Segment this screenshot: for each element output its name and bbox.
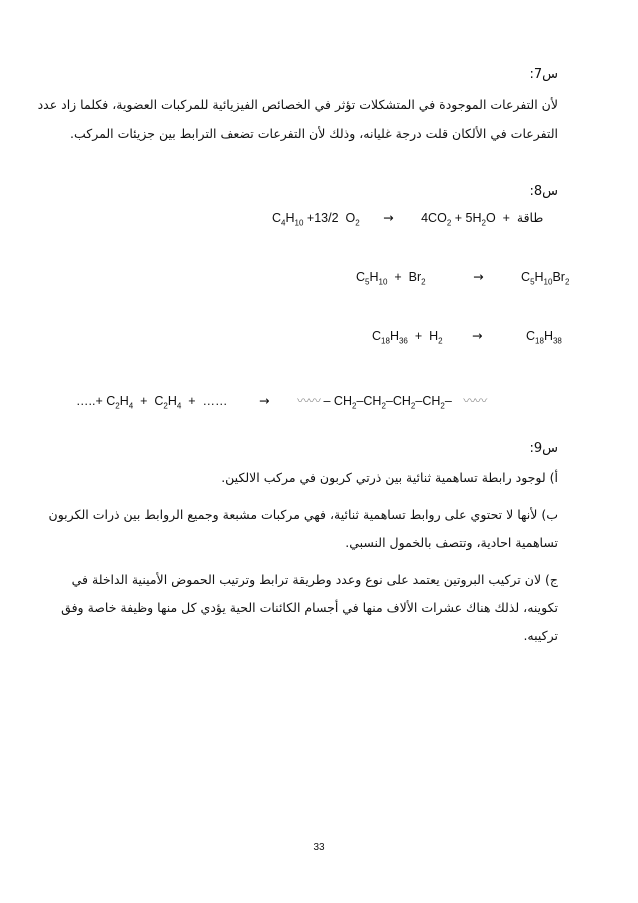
- q9-answer-c-line-3: تركيبه.: [523, 628, 558, 643]
- eq3-lhs: $C_{18}H_{36} + H_2$: [372, 329, 443, 346]
- q9-answer-c-line-1: ج) لان تركيب البروتين يعتمد على نوع وعدد وطريقة ترابط وترتيب الحموض الأمينية الداخلة في: [71, 572, 558, 587]
- eq4-rhs: – $CH_2-CH_2-CH_2-CH_2-$: [323, 394, 452, 411]
- eq4-arrow-icon: →: [259, 393, 270, 408]
- wavy-bond-right-icon: 〰〰: [463, 393, 487, 408]
- equation-hydrogenation: [372, 328, 562, 346]
- q9-answer-a: أ) لوجود رابطة تساهمية ثنائية بين ذرتي كربون في مركب الالكين.: [221, 470, 558, 485]
- eq1-lhs: $C_4H_{10} +13/2$ $O_2$: [272, 211, 360, 228]
- eq3-arrow-icon: →: [472, 328, 483, 343]
- eq1-arrow-icon: →: [383, 210, 394, 225]
- page-number: 33: [313, 842, 325, 853]
- q9-answer-b-line-1: ب) لأنها لا تحتوي على روابط تساهمية ثنائية، فهي مركبات مشبعة وجميع الروابط بين ذرات الكربون: [48, 507, 558, 522]
- q9-answer-c-line-2: تكوينه، لذلك هناك عشرات الألاف منها في أجسام الكائنات الحية يؤدي كل منها وظيفة خاصة وفق: [61, 600, 558, 615]
- q9-heading: س9:: [529, 441, 558, 456]
- eq4-lhs: …..+ $C_2H_4 + C_2H_4$ + ……: [76, 394, 228, 411]
- equation-polymerization: [76, 391, 486, 411]
- q7-answer-line-1: لأن التفرعات الموجودة في المتشكلات تؤثر في الخصائص الفيزيائية للمركبات العضوية، فكلما زاد عدد: [37, 97, 558, 112]
- eq3-rhs: $C_{18}H_{38}$: [526, 329, 562, 346]
- q9-answer-b-line-2: تساهمية احادية، وتتصف بالخمول النسبي.: [345, 535, 558, 550]
- eq2-lhs: $C_5H_{10} + Br_2$: [356, 270, 426, 287]
- q7-heading: س7:: [529, 67, 558, 82]
- eq2-arrow-icon: →: [473, 269, 484, 284]
- eq2-rhs: $C_5H_{10}Br_2$: [521, 270, 570, 287]
- eq1-rhs: $4CO_2 + 5H_2O$ + طاقة: [421, 210, 544, 228]
- equation-butane-combustion: [272, 210, 543, 228]
- equation-bromination: [356, 269, 569, 287]
- q7-answer-line-2: التفرعات في الألكان قلت درجة غليانه، وذلك لأن التفرعات تضعف الترابط بين جزيئات المركب.: [70, 126, 558, 141]
- q8-heading: س8:: [529, 184, 558, 199]
- wavy-bond-left-icon: 〰〰: [297, 393, 321, 408]
